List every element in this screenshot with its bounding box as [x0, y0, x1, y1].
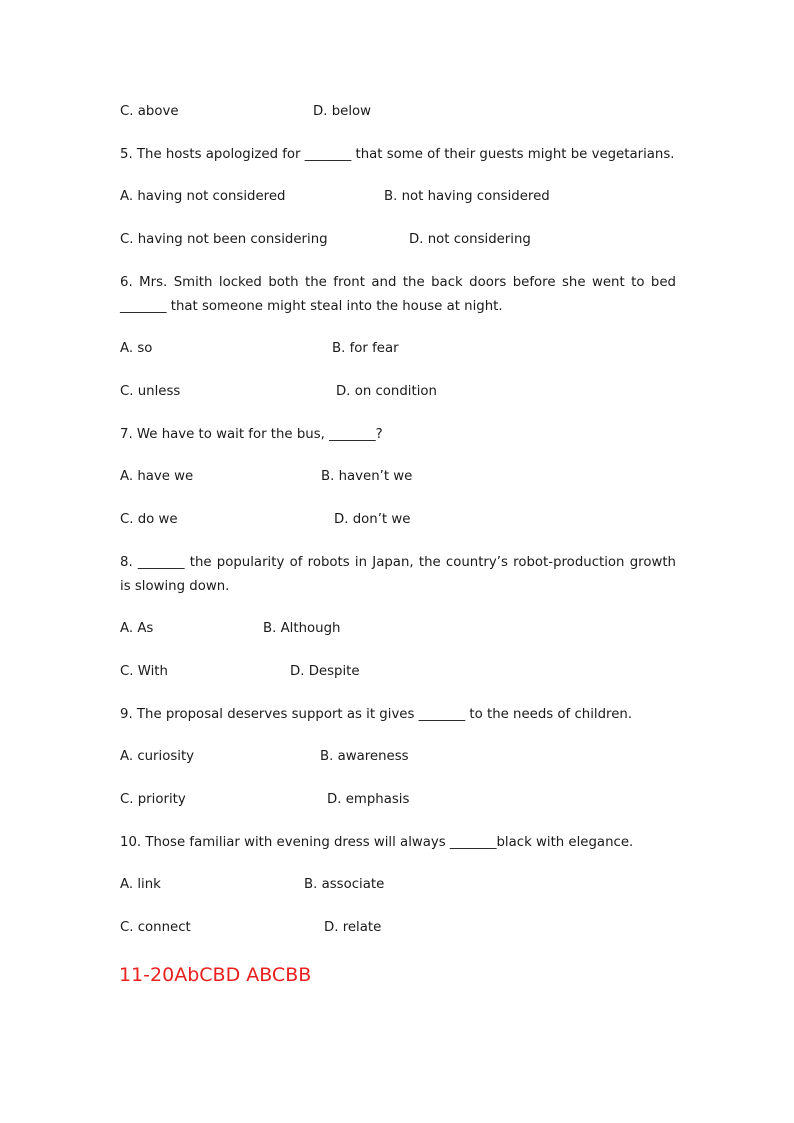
options-row-q7-ab — [120, 469, 680, 485]
option-q5-b: B. not having considered — [384, 189, 550, 204]
option-q8-d: D. Despite — [290, 664, 360, 679]
answer-key: 11-20AbCBD ABCBB — [119, 964, 312, 986]
option-q6-d: D. on condition — [336, 384, 437, 399]
option-q7-c: C. do we — [120, 512, 178, 527]
option-q10-a: A. link — [120, 877, 161, 892]
option-q5-c: C. having not been considering — [120, 232, 328, 247]
options-row-q8-cd — [120, 664, 680, 680]
question-5: 5. The hosts apologized for _______ that some of their guests might be vegetarians. — [120, 147, 675, 162]
option-q9-b: B. awareness — [320, 749, 409, 764]
question-8: 8. _______ the popularity of robots in Japan, the country’s robot-production growth is slowing down. — [120, 555, 676, 594]
option-q6-a: A. so — [120, 341, 153, 356]
option-q4-d: D. below — [313, 104, 372, 119]
options-row-q7-cd — [120, 512, 680, 528]
option-q10-d: D. relate — [324, 920, 382, 935]
option-q9-c: C. priority — [120, 792, 186, 807]
option-q8-b: B. Although — [263, 621, 341, 636]
option-q7-b: B. haven’t we — [321, 469, 413, 484]
option-q8-a: A. As — [120, 621, 154, 636]
option-q5-a: A. having not considered — [120, 189, 286, 204]
options-row-q8-ab — [120, 621, 680, 637]
options-row-q5-cd — [120, 232, 680, 248]
options-row-q9-cd — [120, 792, 680, 808]
option-q6-c: C. unless — [120, 384, 181, 399]
options-row-q10-cd — [120, 920, 680, 936]
option-q8-c: C. With — [120, 664, 168, 679]
question-10: 10. Those familiar with evening dress will always _______black with elegance. — [120, 835, 634, 850]
option-q6-b: B. for fear — [332, 341, 399, 356]
option-q7-a: A. have we — [120, 469, 194, 484]
options-row-q5-ab — [120, 189, 680, 205]
option-q9-d: D. emphasis — [327, 792, 410, 807]
option-q5-d: D. not considering — [409, 232, 531, 247]
question-9: 9. The proposal deserves support as it gives _______ to the needs of children. — [120, 707, 633, 722]
question-7: 7. We have to wait for the bus, _______? — [120, 427, 383, 442]
option-q9-a: A. curiosity — [120, 749, 195, 764]
options-row-q6-ab — [120, 341, 680, 357]
options-row-q10-ab — [120, 877, 680, 893]
options-row-q4-cd — [120, 104, 680, 120]
options-row-q6-cd — [120, 384, 680, 400]
option-q7-d: D. don’t we — [334, 512, 411, 527]
options-row-q9-ab — [120, 749, 680, 765]
option-q10-c: C. connect — [120, 920, 191, 935]
question-6: 6. Mrs. Smith locked both the front and the back doors before she went to bed _______ that someone might steal into the house at night. — [120, 275, 676, 314]
option-q4-c: C. above — [120, 104, 179, 119]
option-q10-b: B. associate — [304, 877, 385, 892]
